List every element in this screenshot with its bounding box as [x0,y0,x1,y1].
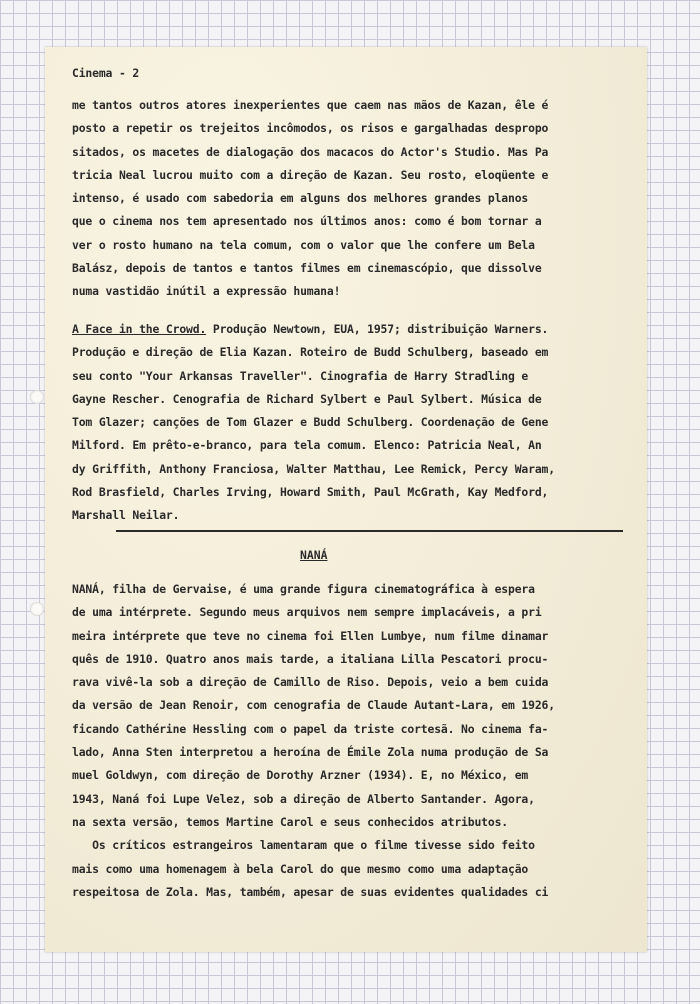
text-line: muel Goldwyn, com direção de Dorothy Arzner (1934). E, no México, em [72,768,529,783]
text-line: Rod Brasfield, Charles Irving, Howard Smith, Paul McGrath, Kay Medford, [72,485,549,500]
text-line: Os críticos estrangeiros lamentaram que o filme tivesse sido feito [72,838,535,853]
text-line: rava vivê-la sob a direção de Camillo de Riso. Depois, veio a bem cuida [72,675,549,690]
text-line: ver o rosto humano na tela comum, com o valor que lhe confere um Bela [72,237,535,252]
text-line [72,318,627,341]
text-line-rest: Produção Newtown, EUA, 1957; distribuição Warners. [206,322,549,336]
text-line: que o cinema nos tem apresentado nos últimos anos: como é bom tornar a [72,214,542,229]
text-line: lado, Anna Sten interpretou a heroína de Émile Zola numa produção de Sa [72,745,549,760]
text-line: na sexta versão, temos Martine Carol e seus conhecidos atributos. [72,814,509,829]
text-line: Balász, depois de tantos e tantos filmes em cinemascópio, que dissolve [72,261,542,276]
text-line: tricia Neal lucrou muito com a direção de Kazan. Seu rosto, eloqüente e [72,167,549,182]
text-line: Milford. Em prêto-e-branco, para tela comum. Elenco: Patricia Neal, An [72,438,542,453]
paragraph-kazan-review [72,94,627,304]
text-line: NANÁ, filha de Gervaise, é uma grande figura cinematográfica à espera [72,582,535,596]
section-title: NANÁ [300,548,328,562]
section-divider [116,530,623,532]
text-line: quês de 1910. Quatro anos mais tarde, a italiana Lilla Pescatori procu- [72,651,549,666]
paragraph-nana [72,578,627,904]
text-line: numa vastidão inútil a expressão humana! [72,284,341,299]
text-line: intenso, é usado com sabedoria em alguns dos melhores grandes planos [72,191,529,206]
text-line: posto a repetir os trejeitos incômodos, os risos e gargalhadas despropo [72,121,549,136]
text-line: 1943, Naná foi Lupe Velez, sob a direção de Alberto Santander. Agora, [72,791,535,806]
film-credits [72,318,627,528]
text-line: Gayne Rescher. Cenografia de Richard Sylbert e Paul Sylbert. Música de [72,391,542,406]
text-line: da versão de Jean Renoir, com cenografia de Claude Autant-Lara, em 1926, [72,698,555,713]
punch-hole-top [30,390,44,404]
text-line: Produção e direção de Elia Kazan. Roteiro de Budd Schulberg, baseado em [72,345,549,360]
text-line: Marshall Neilar. [72,508,180,523]
text-line: de uma intérprete. Segundo meus arquivos nem sempre implacáveis, a pri [72,605,542,620]
text-line: ficando Cathérine Hessling com o papel da triste cortesã. No cinema fa- [72,721,549,736]
text-line: respeitosa de Zola. Mas, também, apesar de suas evidentes qualidades ci [72,884,549,899]
text-line: seu conto "Your Arkansas Traveller". Cinografia de Harry Stradling e [72,368,529,383]
text-line: meira intérprete que teve no cinema foi Ellen Lumbye, num filme dinamar [72,628,549,643]
punch-hole-bottom [30,602,44,616]
text-line: sitados, os macetes de dialogação dos macacos do Actor's Studio. Mas Pa [72,144,549,159]
text-line: dy Griffith, Anthony Franciosa, Walter Matthau, Lee Remick, Percy Waram, [72,461,555,476]
text-line: me tantos outros atores inexperientes que caem nas mãos de Kazan, êle é [72,98,549,112]
text-line: mais como uma homenagem à bela Carol do que mesmo como uma adaptação [72,861,529,876]
credits-film-title: A Face in the Crowd. [72,322,207,336]
text-line: Tom Glazer; canções de Tom Glazer e Budd Schulberg. Coordenação de Gene [72,415,549,430]
page-header: Cinema - 2 [72,66,140,80]
